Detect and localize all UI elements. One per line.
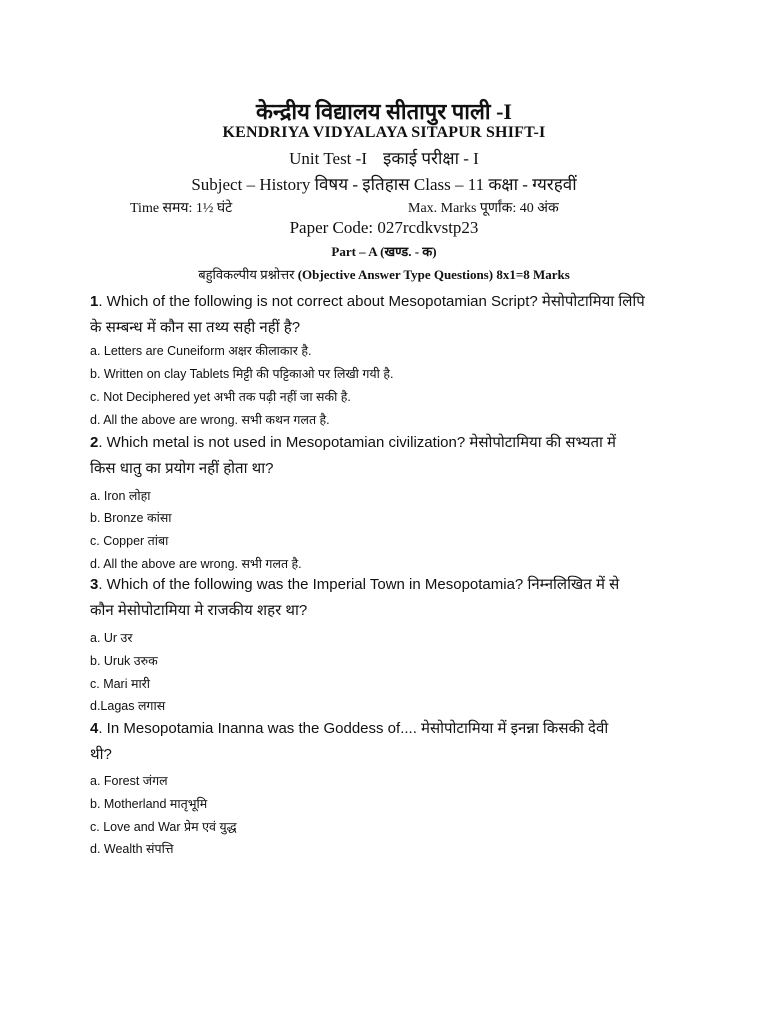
question-2-option-c: c. Copper तांबा bbox=[90, 534, 169, 548]
question-1-option-d: d. All the above are wrong. सभी कथन गलत है. bbox=[90, 413, 330, 427]
question-number: 2 bbox=[90, 434, 99, 451]
school-title-english: KENDRIYA VIDYALAYA SITAPUR SHIFT-I bbox=[222, 124, 546, 141]
question-1-option-c: c. Not Deciphered yet अभी तक पढ़ी नहीं जा सकी है. bbox=[90, 390, 351, 404]
part-heading: Part – A (खण्ड. - क) bbox=[331, 244, 437, 259]
question-1 bbox=[90, 289, 690, 341]
question-2-option-b: b. Bronze कांसा bbox=[90, 511, 172, 525]
subject-english: Subject – History bbox=[191, 175, 311, 194]
objective-heading-english: (Objective Answer Type Questions) 8x1=8 Marks bbox=[297, 267, 570, 282]
question-1-option-a: a. Letters are Cuneiform अक्षर कीलाकार है. bbox=[90, 344, 312, 358]
question-2 bbox=[90, 430, 690, 482]
question-4-option-d: d. Wealth संपत्ति bbox=[90, 842, 174, 856]
question-2-line-1: 2. Which metal is not used in Mesopotamian civilization? मेसोपोटामिया की सभ्यता में bbox=[90, 434, 617, 451]
question-number: 4 bbox=[90, 720, 99, 737]
question-1-option-b: b. Written on clay Tablets मिट्टी की पट्टिकाओ पर लिखी गयी है. bbox=[90, 367, 394, 381]
question-4-option-c: c. Love and War प्रेम एवं युद्ध bbox=[90, 820, 237, 834]
question-3-line-2: कौन मेसोपोटामिया मे राजकीय शहर था? bbox=[90, 602, 308, 619]
objective-heading-hindi: बहुविकल्पीय प्रश्नोत्तर bbox=[198, 267, 295, 282]
question-4 bbox=[90, 716, 690, 768]
objective-heading bbox=[0, 265, 768, 283]
time-allowed: Time समय: 1½ घंटे bbox=[130, 201, 233, 216]
question-4-option-a: a. Forest जंगल bbox=[90, 774, 168, 788]
class-line: Class – 11 कक्षा - ग्यरहवीं bbox=[413, 175, 577, 194]
question-number: 1 bbox=[90, 293, 99, 310]
question-3-option-a: a. Ur उर bbox=[90, 631, 133, 645]
question-2-option-a: a. Iron लोहा bbox=[90, 489, 151, 503]
question-2-option-d: d. All the above are wrong. सभी गलत है. bbox=[90, 557, 302, 571]
question-3 bbox=[90, 572, 690, 624]
question-3-option-d: d.Lagas लगास bbox=[90, 699, 166, 713]
question-1-line-2: के सम्बन्ध में कौन सा तथ्य सही नहीं है? bbox=[90, 319, 301, 336]
question-3-option-b: b. Uruk उरुक bbox=[90, 654, 158, 668]
question-3-line-1: 3. Which of the following was the Imperial Town in Mesopotamia? निम्नलिखित में से bbox=[90, 576, 620, 593]
question-4-line-1: 4. In Mesopotamia Inanna was the Goddess of.... मेसोपोटामिया में इनन्ना किसकी देवी bbox=[90, 720, 609, 737]
unit-test-hindi: इकाई परीक्षा - I bbox=[382, 149, 479, 168]
question-4-option-b: b. Motherland मातृभूमि bbox=[90, 797, 208, 811]
school-title-hindi: केन्द्रीय विद्यालय सीतापुर पाली -I bbox=[256, 99, 512, 124]
question-2-line-2: किस धातु का प्रयोग नहीं होता था? bbox=[90, 460, 274, 477]
max-marks: Max. Marks पूर्णांक: 40 अंक bbox=[408, 201, 559, 216]
paper-code: Paper Code: 027rcdkvstp23 bbox=[289, 218, 479, 237]
subject-hindi: विषय - इतिहास bbox=[314, 175, 410, 194]
question-3-option-c: c. Mari मारी bbox=[90, 677, 151, 691]
unit-test-line bbox=[0, 146, 768, 169]
question-number: 3 bbox=[90, 576, 99, 593]
unit-test-english: Unit Test -I bbox=[289, 149, 367, 168]
question-4-line-2: थी? bbox=[90, 746, 112, 763]
subject-line bbox=[0, 172, 768, 195]
question-1-line-1: 1. Which of the following is not correct about Mesopotamian Script? मेसोपोटामिया लिपि bbox=[90, 293, 645, 310]
